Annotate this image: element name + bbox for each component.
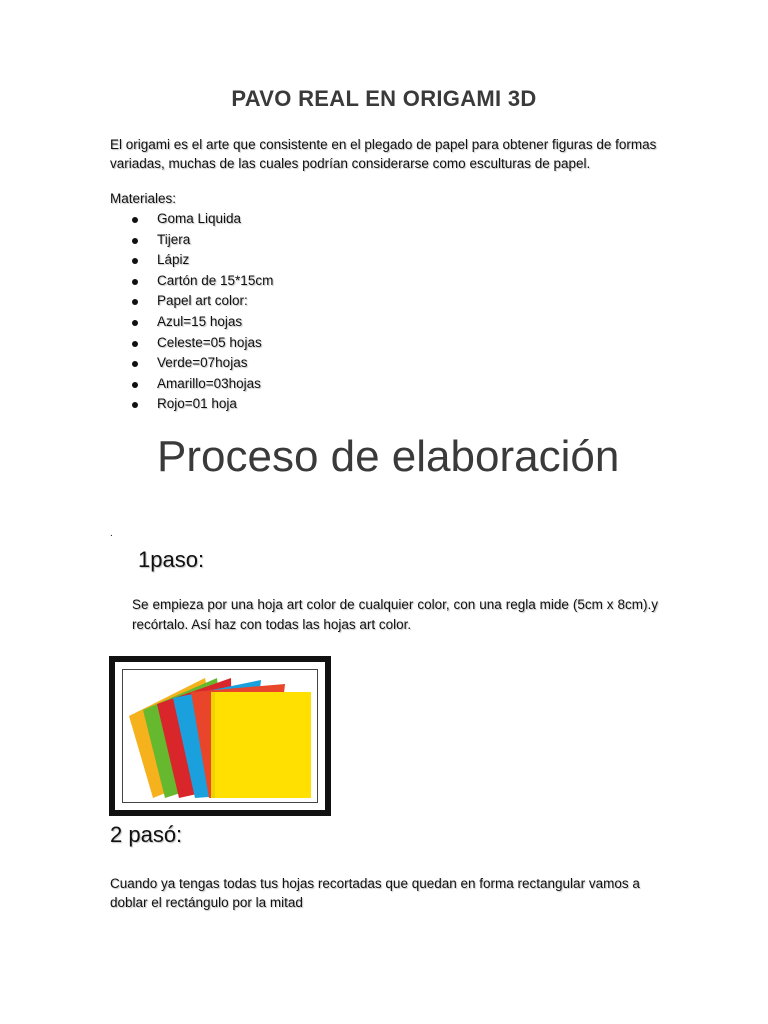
material-item-label: Celeste=05 hojas [157,334,262,350]
bullet-icon [132,402,138,408]
photo-content [122,669,318,803]
materials-list [130,209,273,415]
material-item [130,374,273,395]
material-item [130,291,273,312]
paper-sheet-yellow [211,692,311,798]
material-item-label: Amarillo=03hojas [157,375,261,391]
material-item [130,333,273,354]
material-item [130,312,273,333]
process-heading: Proceso de elaboración [157,432,620,481]
bullet-icon [132,217,138,223]
material-item-label: Verde=07hojas [157,355,248,371]
paper-sheets-illustration [123,670,318,803]
materials-label: Materiales: [110,191,177,206]
material-item [130,250,273,271]
colored-paper-photo [109,656,331,816]
material-item [130,209,273,230]
bullet-icon [132,341,138,347]
material-item-label: Azul=15 hojas [157,313,243,329]
bullet-icon [132,382,138,388]
photo-border [115,662,325,810]
step2-heading: 2 pasó: [110,822,183,847]
bullet-icon [132,238,138,244]
material-item [130,394,273,415]
intro-paragraph: El origami es el arte que consistente en el plegado de papel para obtener figuras de formas variadas, muchas de las cuales podrían considerarse como esculturas de papel. [110,137,657,171]
material-item-label: Lápiz [157,252,190,268]
bullet-icon [132,279,138,285]
material-item [130,353,273,374]
bullet-icon [132,361,138,367]
material-item-label: Rojo=01 hoja [157,396,237,412]
material-item [130,230,273,251]
bullet-icon [132,299,138,305]
material-item-label: Tijera [157,231,191,247]
material-item-label: Cartón de 15*15cm [157,272,274,288]
material-item-label: Papel art color: [157,293,248,309]
bullet-icon [132,258,138,264]
stray-dot: . [110,528,113,539]
step2-text: Cuando ya tengas todas tus hojas recortadas que quedan en forma rectangular vamos a doblar el rectángulo por la mitad [110,876,640,910]
material-item-label: Goma Liquida [157,211,242,226]
step1-heading: 1paso: [138,547,205,572]
material-item [130,271,273,292]
step1-text: Se empieza por una hoja art color de cualquier color, con una regla mide (5cm x 8cm).y recórtalo. Así haz con todas las hojas art color. [132,597,658,632]
bullet-icon [132,320,138,326]
page-title: PAVO REAL EN ORIGAMI 3D [231,86,537,111]
